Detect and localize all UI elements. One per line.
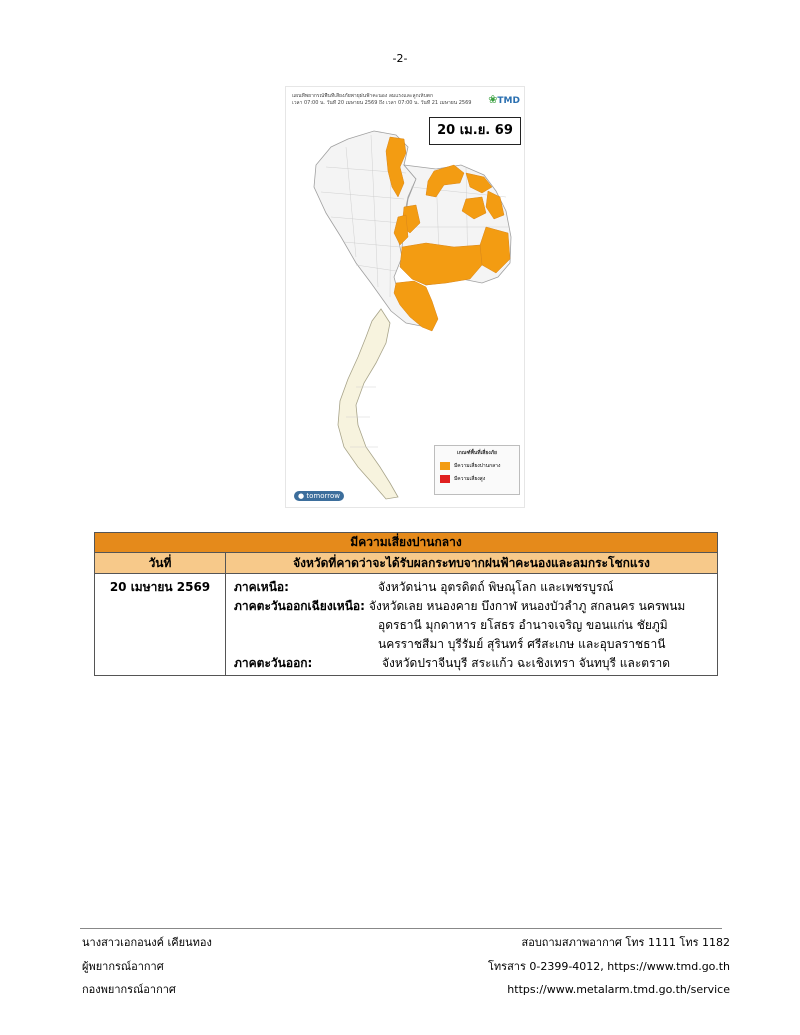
credit-text: tomorrow: [306, 492, 340, 500]
region-north: [234, 578, 711, 597]
region-provinces-continued: อุดรธานี มุกดาหาร ยโสธร อำนาจเจริญ ขอนแก่น ชัยภูมิ: [378, 618, 668, 632]
tmd-logo-text: TMD: [497, 96, 520, 106]
provinces-cell: [226, 574, 718, 676]
legend-item-high: [440, 475, 519, 483]
region-provinces-continued: นครราชสีมา บุรีรัมย์ สุรินทร์ ศรีสะเกษ และอุบลราชธานี: [378, 637, 666, 651]
contact-fax-website: โทรสาร 0-2399-4012, https://www.tmd.go.th: [488, 960, 730, 973]
region-provinces: จังหวัดปราจีนบุรี สระแก้ว ฉะเชิงเทรา จันทบุรี และตราด: [382, 656, 671, 670]
division-name: กองพยากรณ์อากาศ: [82, 983, 176, 996]
legend-label: มีความเสี่ยงสูง: [454, 476, 486, 482]
service-url: https://www.metalarm.tmd.go.th/service: [507, 983, 730, 996]
tmd-logo: [488, 93, 520, 106]
map-header-line: เวลา 07:00 น. วันที่ 20 เมษายน 2569 ถึง เวลา 07:00 น. วันที่ 21 เมษายน 2569: [292, 100, 472, 106]
legend-label: มีความเสี่ยงปานกลาง: [454, 463, 501, 469]
legend-item-moderate: [440, 462, 519, 470]
table-title-row: [95, 533, 718, 553]
table-header-row: [95, 553, 718, 574]
tomorrow-credit: [294, 491, 344, 501]
globe-icon: ●: [298, 492, 305, 500]
region-label: ภาคตะวันออกเฉียงเหนือ:: [234, 599, 365, 613]
risk-area-khorat-buriram: [400, 243, 482, 285]
region-east: [234, 654, 711, 673]
footer-divider: [80, 928, 722, 929]
region-northeast: [234, 597, 711, 616]
leaf-icon: ❀: [488, 93, 498, 106]
risk-map-figure: [285, 86, 525, 508]
contact-phone: สอบถามสภาพอากาศ โทร 1111 โทร 1182: [521, 936, 730, 949]
region-provinces: จังหวัดเลย หนองคาย บึงกาฬ หนองบัวลำภู สกลนคร นครพนม: [368, 599, 686, 613]
table-row: [95, 574, 718, 676]
map-legend: [434, 445, 520, 495]
column-header-date: วันที่: [95, 553, 226, 574]
region-label: ภาคเหนือ:: [234, 580, 289, 594]
region-label: ภาคตะวันออก:: [234, 656, 313, 670]
map-date-label: 20 เม.ย. 69: [429, 117, 521, 145]
legend-swatch-moderate: [440, 462, 450, 470]
page-number: -2-: [392, 52, 408, 65]
legend-swatch-high: [440, 475, 450, 483]
table-title: มีความเสี่ยงปานกลาง: [95, 533, 718, 553]
forecaster-title: ผู้พยากรณ์อากาศ: [82, 960, 164, 973]
region-provinces: จังหวัดน่าน อุตรดิตถ์ พิษณุโลก และเพชรบูรณ์: [378, 580, 614, 594]
date-cell: 20 เมษายน 2569: [95, 574, 226, 676]
map-south: [338, 309, 398, 499]
forecaster-name: นางสาวเอกอนงค์ เคียนทอง: [82, 936, 212, 949]
column-header-provinces: จังหวัดที่คาดว่าจะได้รับผลกระทบจากฝนฟ้าคะนองและลมกระโชกแรง: [226, 553, 718, 574]
risk-table: [94, 532, 718, 676]
map-header-line: แผนที่พยากรณ์พื้นที่เสี่ยงภัยพายุฝนฟ้าคะนอง ลมแรงและลูกเห็บตก: [292, 93, 434, 99]
legend-title: เกณฑ์พื้นที่เสี่ยงภัย: [457, 450, 497, 456]
map-header: [292, 93, 478, 107]
